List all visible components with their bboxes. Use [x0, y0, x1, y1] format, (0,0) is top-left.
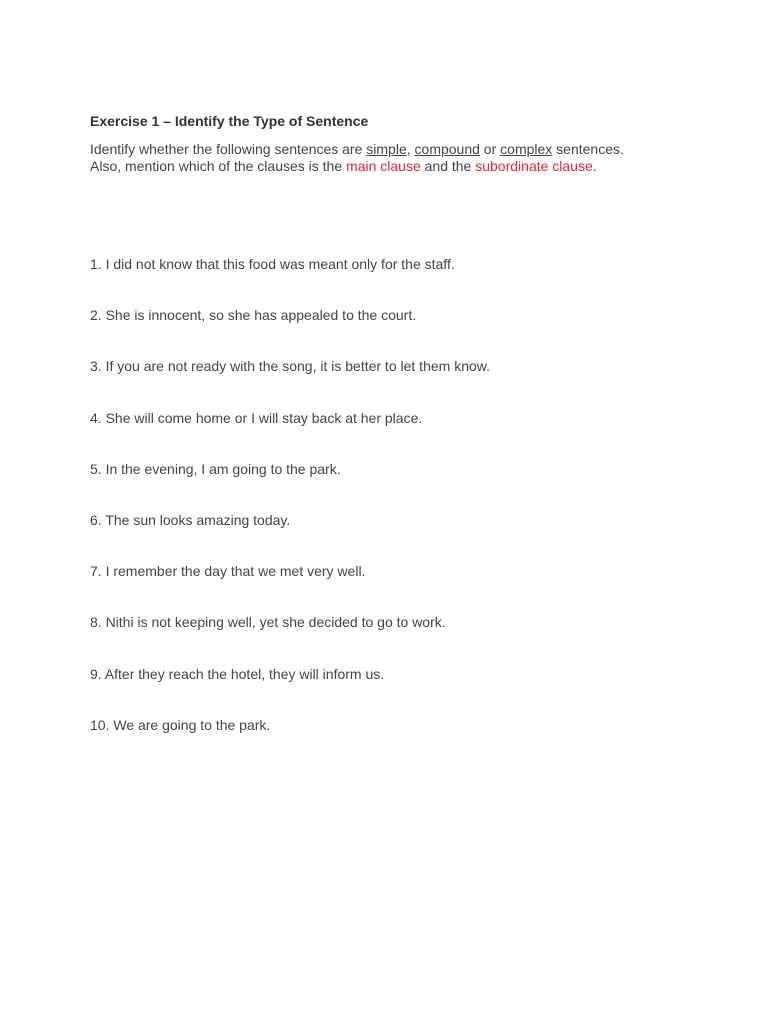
term-subordinate-clause: subordinate clause [475, 158, 593, 174]
instructions-comma: , [406, 141, 415, 157]
instructions-line-2 [90, 158, 730, 175]
question-item: 7. I remember the day that we met very well. [90, 563, 366, 580]
document-page [90, 112, 730, 733]
instructions-prefix: Identify whether the following sentences are [90, 141, 367, 157]
question-item: 3. If you are not ready with the song, it is better to let them know. [90, 358, 490, 375]
question-item: 10. We are going to the park. [90, 716, 271, 733]
term-simple: simple [366, 141, 407, 157]
question-item: 9. After they reach the hotel, they will inform us. [90, 665, 385, 682]
question-item: 8. Nithi is not keeping well, yet she decided to go to work. [90, 614, 446, 631]
instructions [90, 141, 730, 175]
term-complex: complex [500, 141, 553, 157]
question-item: 2. She is innocent, so she has appealed to the court. [90, 307, 417, 324]
instructions-period: . [592, 158, 597, 174]
question-item: 4. She will come home or I will stay back at her place. [90, 409, 423, 426]
instructions-and-the: and the [420, 158, 476, 174]
instructions-line2-prefix: Also, mention which of the clauses is the [90, 158, 347, 174]
exercise-title: Exercise 1 – Identify the Type of Sentence [90, 113, 369, 129]
question-item: 6. The sun looks amazing today. [90, 511, 291, 528]
question-item: 5. In the evening, I am going to the park. [90, 460, 341, 477]
instructions-line-1 [90, 141, 730, 158]
question-item: 1. I did not know that this food was meant only for the staff. [90, 256, 455, 272]
term-compound: compound [414, 141, 480, 157]
term-main-clause: main clause [346, 158, 421, 174]
question-list [90, 256, 490, 768]
instructions-suffix: sentences. [552, 141, 624, 157]
instructions-or: or [479, 141, 501, 157]
